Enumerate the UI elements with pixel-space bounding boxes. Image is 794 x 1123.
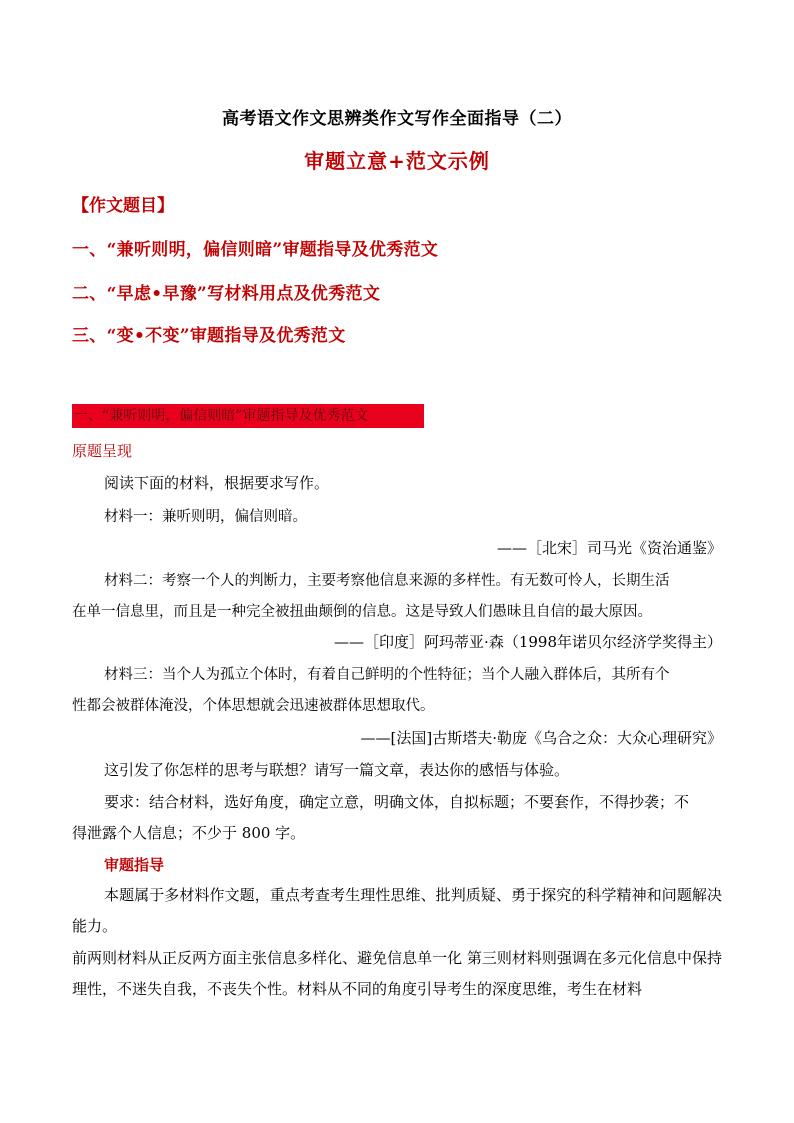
guide-paragraph-1: 本题属于多材料作文题，重点考查考生理性思维、批判质疑、勇于探究的科学精神和问题解决能力。 — [72, 886, 722, 935]
material-2-source: ——［印度］阿玛蒂亚·森（1998年诺贝尔经济学奖得主） — [334, 633, 722, 651]
material-2-line-1: 材料二：考察一个人的判断力，主要考察他信息来源的多样性。有无数可怜人，长期生活 — [104, 573, 670, 589]
material-1-source: ——［北宋］司马光《资治通鉴》 — [496, 539, 722, 557]
section-banner — [72, 404, 424, 428]
guide-paragraph-2: 前两则材料从正反两方面主张信息多样化、避免信息单一化 第三则材料则强调在多元化信息中保持理性，不迷失自我，不丧失个性。材料从不同的角度引导考生的深度思维，考生在材料 — [72, 949, 722, 998]
toc-item-3: 三、“变•不变”审题指导及优秀范文 — [72, 326, 346, 346]
material-2-line-2: 在单一信息里，而且是一种完全被扭曲颠倒的信息。这是导致人们愚昧且自信的最大原因。 — [72, 604, 652, 620]
material-3-line-1: 材料三：当个人为孤立个体时，有着自己鲜明的个性特征；当个人融入群体后，其所有个 — [104, 667, 670, 683]
material-1: 材料一：兼听则明，偏信则暗。 — [104, 509, 307, 525]
section-label: 原题呈现 — [72, 442, 133, 460]
guide-heading: 审题指导 — [104, 856, 165, 874]
document-subtitle: 审题立意+范文示例 — [304, 149, 490, 173]
requirement-line-1: 要求：结合材料，选好角度，确定立意，明确文体，自拟标题；不要套作，不得抄袭；不 — [104, 793, 690, 811]
section-banner-text: 一、“兼听则明，偏信则暗”审题指导及优秀范文 — [74, 408, 369, 424]
toc-heading: 【作文题目】 — [72, 196, 174, 216]
writing-question: 这引发了你怎样的思考与联想？请写一篇文章，表达你的感悟与体验。 — [104, 761, 570, 779]
material-3-line-2: 性都会被群体淹没，个体思想就会迅速被群体思想取代。 — [72, 698, 435, 714]
toc-item-1: 一、“兼听则明，偏信则暗”审题指导及优秀范文 — [72, 240, 439, 260]
toc-item-2: 二、“早虑•早豫”写材料用点及优秀范文 — [72, 284, 381, 304]
prompt-intro: 阅读下面的材料，根据要求写作。 — [104, 474, 330, 492]
material-3-source: ——[法国]古斯塔夫·勒庞《乌合之众：大众心理研究》 — [360, 729, 722, 747]
requirement-line-2: 得泄露个人信息；不少于 800 字。 — [72, 824, 306, 842]
document-title: 高考语文作文思辨类作文写作全面指导（二） — [222, 109, 572, 129]
